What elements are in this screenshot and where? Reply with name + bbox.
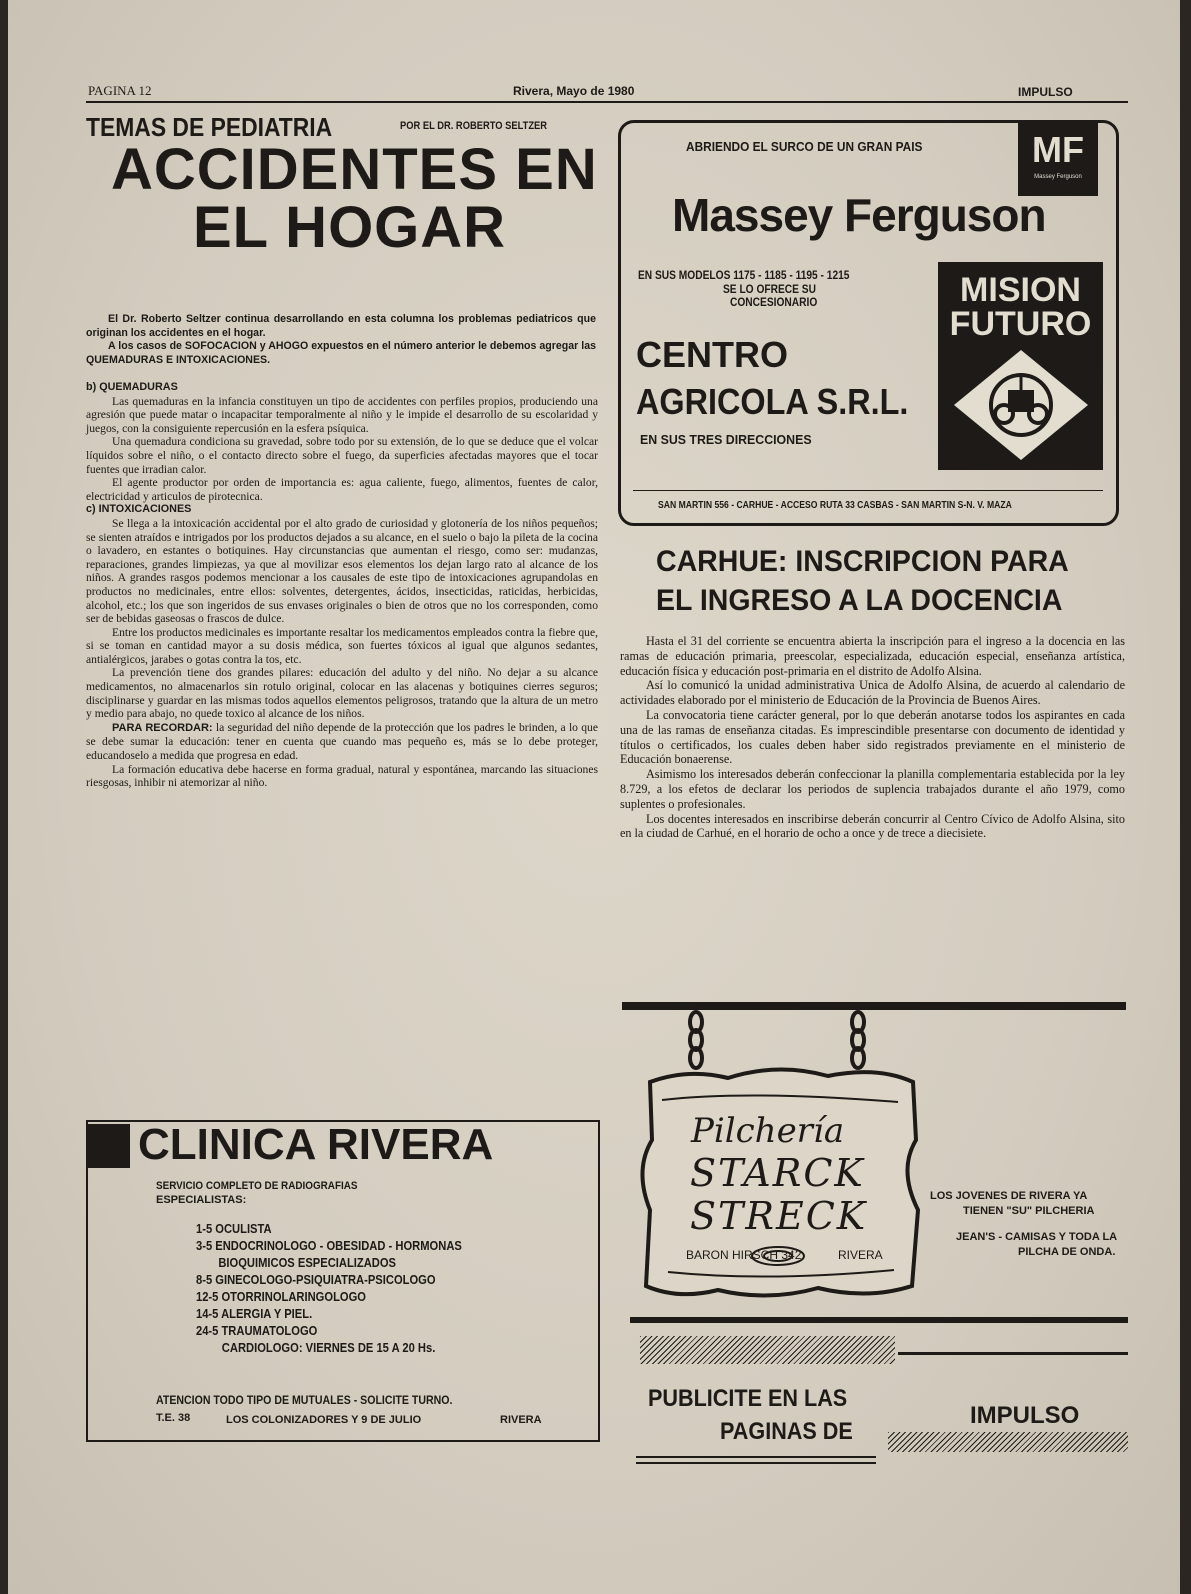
- carhue-body: [620, 634, 1125, 841]
- carhue-title-2: EL INGRESO A LA DOCENCIA: [656, 584, 1063, 617]
- mf-logo-letters: MF: [1032, 129, 1084, 170]
- futuro-text: FUTURO: [949, 305, 1092, 343]
- subhead-quemaduras: b) QUEMADURAS: [86, 381, 178, 393]
- pilcheria-tagline-2: TIENEN "SU" PILCHERIA: [963, 1205, 1095, 1217]
- publicite-line-1: PUBLICITE EN LAS: [648, 1385, 848, 1412]
- impulso-brand: IMPULSO: [970, 1402, 1080, 1429]
- specialist-item: 24-5 TRAUMATOLOGO: [196, 1323, 318, 1338]
- pilcheria-address: BARON HIRSCH 342: [686, 1248, 802, 1262]
- offer-line-1: SE LO OFRECE SU: [723, 282, 816, 296]
- section-title: TEMAS DE PEDIATRIA: [86, 112, 333, 142]
- article-paragraph: Se llega a la intoxicación accidental por el alto grado de curiosidad y glotonería de los niños pequeños; se sienten atraídos e intrigados por los productos dejados a su alcance, en el suelo o bajo la pileta de la cocina o lavadero, en estantes o botiquines. Hay circunstancias que aumentan el riesgo, como ser: mudanzas, reparaciones, grandes limpiezas, ya que al movilizar esos elementos los dejan largo rato al alcance de los niños. A grandes rasgos podemos mencionar a los causales de este tipo de intoxicaciones agrupandolas en productos no medicinales, entre ellos: solventes, detergentes, ácidos, insecticidas, raticidas, herbicidas, alcohol, etc.; los que son ingeridos de sus envases originales o bien de otros que no los corresponden, como ser de bebidas gaseosas o frascos de dulce.: [86, 516, 598, 626]
- publicite-rule-top: [630, 1317, 1128, 1323]
- publicite-rule-mid: [898, 1352, 1128, 1355]
- mf-logo: [1018, 120, 1098, 196]
- mf-logo-caption: Massey Ferguson: [1034, 174, 1082, 180]
- hatch-pattern: [640, 1336, 895, 1364]
- article-paragraph-recordar: [86, 721, 598, 763]
- offer-line-2: CONCESIONARIO: [730, 295, 818, 309]
- carhue-paragraph: Los docentes interesados en inscribirse deberán concurrir al Centro Cívico de Adolfo Alsina, sito en la ciudad de Carhué, en el horario de ocho a once y de trece a diecisiete.: [620, 811, 1125, 841]
- tractor-emblem-icon: [950, 346, 1092, 464]
- lead-paragraph-2: A los casos de SOFOCACION y AHOGO expuestos en el número anterior le debemos agregar las QUEMADURAS E INTOXICACIONES.: [86, 340, 596, 366]
- mision-futuro-box: [938, 262, 1103, 470]
- recordar-label: PARA RECORDAR:: [112, 721, 213, 734]
- carhue-paragraph: Asimismo los interesados deberán confeccionar la planilla complementaria establecida por la ley 8.729, a los efetos de declarar los periodos de suplencia trabajados durante el año 1979, como suplentes o profesionales.: [620, 767, 1125, 811]
- pilcheria-name: Pilchería: [691, 1111, 845, 1151]
- clinica-address: LOS COLONIZADORES Y 9 DE JULIO: [226, 1414, 422, 1426]
- carhue-paragraph: Así lo comunicó la unidad administrativa Unica de Adolfo Alsina, de acuerdo al calendario de actividades elaborado por el ministerio de Educación de la Provincia de Buenos Aires.: [620, 678, 1125, 708]
- models-line: EN SUS MODELOS 1175 - 1185 - 1195 - 1215: [638, 268, 850, 282]
- dealer-name-2: AGRICOLA S.R.L.: [636, 381, 909, 422]
- clinica-title: CLINICA RIVERA: [138, 1120, 494, 1169]
- page-number: PAGINA 12: [88, 83, 152, 98]
- newspaper-page: [8, 0, 1180, 1594]
- hatch-pattern-lower: [888, 1432, 1128, 1452]
- clinica-service: SERVICIO COMPLETO DE RADIOGRAFIAS: [156, 1180, 358, 1192]
- massey-slogan: ABRIENDO EL SURCO DE UN GRAN PAIS: [686, 140, 923, 154]
- clinica-logo-block: [88, 1124, 130, 1168]
- specialist-item: 12-5 OTORRINOLARINGOLOGO: [196, 1289, 366, 1304]
- pilcheria-tagline-3: JEAN'S - CAMISAS Y TODA LA: [956, 1231, 1118, 1243]
- dealer-name-1: CENTRO: [636, 334, 788, 375]
- carhue-paragraph: La convocatoria tiene carácter general, por lo que deberán anotarse todos los aspirantes en cada una de las ramas de enseñanza citadas. Es imprescindible presentarse con documento de identidad y títulos o certificados, los cuales deben haber sido registrados previamente en el ministerio de Educación bonaerense.: [620, 707, 1125, 767]
- branch-addresses: SAN MARTIN 556 - CARHUE - ACCESO RUTA 33 CASBAS - SAN MARTIN S-N. V. MAZA: [658, 499, 1012, 511]
- article-lead: [86, 313, 596, 367]
- recordar-text: la seguridad del niño depende de la protección que los padres le brinden, a lo que se debe sumar la educación: tener en cuenta que cuando mas pequeño es, más se lo debe proteger, educandoselo a medida que progresa en edad.: [86, 720, 598, 763]
- article-paragraph: Las quemaduras en la infancia constituyen un tipo de accidentes con perfiles propios, produciendo una agresión que puede matar o incapacitar temporalmente al niño y le impide el desarrollo de su escolaridad y juegos, con la consiguiente repercusión en la esfera psíquica.: [86, 394, 598, 435]
- pilcheria-starck: STARCK: [690, 1151, 865, 1195]
- article-paragraph: La prevención tiene dos grandes pilares: educación del adulto y del niño. No dejar a su alcance medicamentos, no almacenarlos sin rotulo original, colocar en las alacenas y botiquines cierres seguros; disciplinarse y guardar en las mismas todos aquellos elementos peligrosos, tratando que la altura de un metro y medio para abajo, no quede toxico al alcance de los niños.: [86, 666, 598, 721]
- specialist-item: 1-5 OCULISTA: [196, 1221, 272, 1236]
- publicite-rule-bottom-1: [636, 1456, 876, 1458]
- clinica-specialists-label: ESPECIALISTAS:: [156, 1194, 247, 1206]
- pilcheria-streck: STRECK: [690, 1194, 868, 1238]
- lead-paragraph-1: El Dr. Roberto Seltzer continua desarrollando en esta columna los problemas pediatricos que originan los accidentes en el hogar.: [86, 313, 596, 339]
- article-body: [86, 381, 598, 790]
- mision-text: MISION: [960, 271, 1081, 309]
- headline-line-2: EL HOGAR: [193, 195, 507, 260]
- specialist-item: 14-5 ALERGIA Y PIEL.: [196, 1306, 313, 1321]
- clinica-attention: ATENCION TODO TIPO DE MUTUALES - SOLICITE TURNO.: [156, 1395, 453, 1407]
- specialist-item: 8-5 GINECOLOGO-PSIQUIATRA-PSICOLOGO: [196, 1272, 436, 1287]
- massey-divider: [633, 490, 1103, 491]
- massey-brand: Massey Ferguson: [672, 189, 1046, 241]
- article-paragraph: Una quemadura condiciona su gravedad, sobre todo por su extensión, de lo que se deduce que el volcar líquidos sobre el niño, o el contacto directo sobre el fuego, da superficies afectadas mayores que el tocar fuentes que irradian calor.: [86, 435, 598, 476]
- article-paragraph: El agente productor por orden de importancia es: agua caliente, fuego, alimentos, fuentes de calor, electricidad y articulos de pirotecnica.: [86, 476, 598, 503]
- sign-bar: [622, 1002, 1126, 1010]
- byline: POR EL DR. ROBERTO SELTZER: [400, 120, 548, 132]
- headline-line-1: ACCIDENTES EN: [111, 137, 598, 202]
- carhue-paragraph: Hasta el 31 del corriente se encuentra abierta la inscripción para el ingreso a la docencia en las ramas de educación primaria, preescolar, especializada, educación especial, enseñanza artística, educación física y educación post-primaria en el distrito de Adolfo Alsina.: [620, 634, 1125, 678]
- carhue-title-1: CARHUE: INSCRIPCION PARA: [656, 545, 1069, 578]
- pilcheria-city: RIVERA: [838, 1248, 883, 1262]
- pilcheria-tagline-4: PILCHA DE ONDA.: [1018, 1246, 1116, 1258]
- specialist-item: BIOQUIMICOS ESPECIALIZADOS: [218, 1255, 397, 1270]
- clinica-city: RIVERA: [500, 1414, 542, 1426]
- specialists-list: [196, 1220, 505, 1356]
- issue-date: Rivera, Mayo de 1980: [513, 84, 635, 98]
- subhead-intoxicaciones: c) INTOXICACIONES: [86, 503, 192, 516]
- pilcheria-tagline-1: LOS JOVENES DE RIVERA YA: [930, 1190, 1088, 1202]
- article-paragraph: La formación educativa debe hacerse en forma gradual, natural y espontánea, marcando las situaciones riesgosas, inhibir ni atemorizar al niño.: [86, 762, 598, 790]
- header-rule: [86, 101, 1128, 103]
- specialist-item: 3-5 ENDOCRINOLOGO - OBESIDAD - HORMONAS: [196, 1238, 462, 1253]
- publicite-rule-bottom-2: [636, 1462, 876, 1464]
- publicite-line-2: PAGINAS DE: [720, 1418, 853, 1445]
- paper-name: IMPULSO: [1018, 85, 1073, 99]
- specialist-item: CARDIOLOGO: VIERNES DE 15 A 20 Hs.: [221, 1340, 436, 1355]
- branches-line: EN SUS TRES DIRECCIONES: [640, 432, 812, 447]
- clinica-phone: T.E. 38: [156, 1412, 191, 1424]
- article-paragraph: Entre los productos medicinales es importante resaltar los medicamentos empleados contra la fiebre que, si se toman en cantidad mayor a su dosis médica, son fuertes tóxicos al igual que algunos sedantes, antialérgicos, jarabes o gotas contra la tos, etc.: [86, 625, 598, 666]
